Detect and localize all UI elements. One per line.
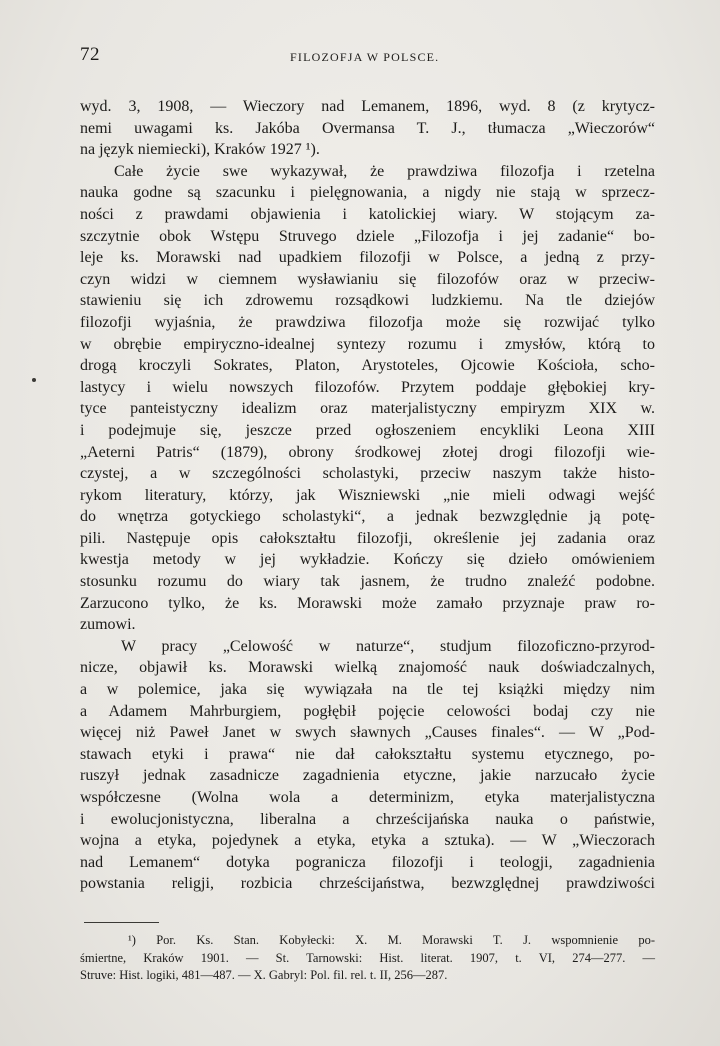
- text-line: w obrębie empiryczno-idealnej syntezy rozumu i zmysłów, którą to: [80, 335, 655, 353]
- text-line: wyd. 3, 1908, — Wieczory nad Lemanem, 1896, wyd. 8 (z krytycz-: [80, 98, 655, 115]
- text-line: W pracy „Celowość w naturze“, studjum filozoficzno-przyrod-: [121, 637, 655, 655]
- text-line: ności z prawdami objawienia i katolickiej wiary. W stojącym za-: [80, 205, 655, 223]
- text-line: i ewolucjonistyczna, liberalna a chrześcijańska nauka o państwie,: [80, 810, 655, 828]
- text-line: drogą kroczyli Sokrates, Platon, Arystoteles, Ojcowie Kościoła, scho-: [80, 357, 655, 375]
- text-line: ruszył jednak zasadnicze zagadnienia etyczne, jakie narzucało życie: [80, 767, 655, 785]
- text-line: stosunku rozumu do wiary tak jasnem, że trudno znaleźć podobne.: [80, 573, 655, 591]
- text-line: więcej niż Paweł Janet w swych sławnych „Causes finales“. — W „Pod-: [80, 724, 655, 742]
- running-title: FILOZOFJA W POLSCE.: [290, 50, 440, 64]
- page-number: 72: [80, 44, 100, 65]
- text-line: i podejmuje się, jeszcze przed ogłoszeniem encykliki Leona XIII: [80, 421, 655, 439]
- text-line: leje ks. Morawski nad upadkiem filozofji w Polsce, a jedną z przy-: [80, 249, 655, 267]
- text-line: tyce panteistyczny idealizm oraz materjalistyczny empiryzm XIX w.: [80, 400, 655, 418]
- page-header: [80, 44, 660, 68]
- text-line: Całe życie swe wykazywał, że prawdziwa filozofja i rzetelna: [114, 162, 655, 180]
- text-line: czystej, a w szczególności scholastyki, przeciw naszym także histo-: [80, 465, 655, 483]
- main-text: [80, 96, 655, 895]
- text-line: wojna a etyka, pojedynek a etyka, etyka a sztuka). — W „Wieczorach: [80, 832, 655, 850]
- footnotes: [80, 932, 655, 985]
- text-line: zumowi.: [80, 616, 136, 634]
- text-line: nemi uwagami ks. Jakóba Overmansa T. J., tłumacza „Wieczorów“: [80, 119, 655, 137]
- text-line: lastycy i wielu nowszych filozofów. Przytem poddaje głębokiej kry-: [80, 378, 655, 396]
- text-line: stawieniu się ich zdrowemu rozsądkowi ludzkiemu. Na tle dziejów: [80, 292, 655, 310]
- text-line: na język niemiecki), Kraków 1927 ¹).: [80, 141, 320, 159]
- text-line: pili. Następuje opis całokształtu filozofji, określenie jej zadania oraz: [80, 529, 655, 547]
- text-line: filozofji wyjaśnia, że prawdziwa filozofja może się rozwijać tylko: [80, 313, 655, 331]
- margin-mark: [32, 378, 36, 382]
- text-line: nicze, objawił ks. Morawski wielką znajomość nauk doświadczalnych,: [80, 659, 655, 677]
- text-line: nauka godne są szacunku i pielęgnowania, a nigdy nie stają w sprzecz-: [80, 184, 655, 202]
- footnote-line: śmiertne, Kraków 1901. — St. Tarnowski: Hist. literat. 1907, t. VI, 274—277. —: [80, 950, 655, 965]
- text-line: powstania religji, rozbicia chrześcijaństwa, bezwzględnej prawdziwości: [80, 875, 655, 893]
- text-line: stawach etyki i prawa“ nie dał całokształtu systemu etycznego, po-: [80, 745, 655, 763]
- text-line: szczytnie obok Wstępu Struvego dziele „Filozofja i jej zadanie“ bo-: [80, 227, 655, 245]
- text-line: rykom literatury, którzy, jak Wiszniewski „nie mieli odwagi wejść: [80, 486, 655, 504]
- text-line: nad Lemanem“ dotyka pogranicza filozofji i teologji, zagadnienia: [80, 853, 655, 871]
- text-line: do wnętrza gotyckiego scholastyki“, a jednak bezwzględnie ją potę-: [80, 508, 655, 526]
- text-line: a w polemice, jaka się wywiązała na tle tej książki między nim: [80, 681, 655, 699]
- footnote-line: Struve: Hist. logiki, 481—487. — X. Gabryl: Pol. fil. rel. t. II, 256—287.: [80, 968, 448, 982]
- text-line: „Aeterni Patris“ (1879), obrony środkowej złotej drogi filozofji wie-: [80, 443, 655, 461]
- text-line: Zarzucono tylko, że ks. Morawski może zamało przyznaje praw ro-: [80, 594, 655, 612]
- text-line: kwestja metody w jej wykładzie. Kończy się dzieło omówieniem: [80, 551, 655, 569]
- text-line: współczesne (Wolna wola a determinizm, etyka materjalistyczna: [80, 789, 655, 806]
- text-line: a Adamem Mahrburgiem, pogłębił pojęcie celowości bodaj czy nie: [80, 702, 655, 720]
- footnote-divider: [84, 922, 159, 923]
- footnote-line: ¹) Por. Ks. Stan. Kobyłecki: X. M. Morawski T. J. wspomnienie po-: [128, 933, 655, 947]
- text-line: czyn widzi w ciemnem wysławianiu się filozofów oraz w przeciw-: [80, 270, 655, 288]
